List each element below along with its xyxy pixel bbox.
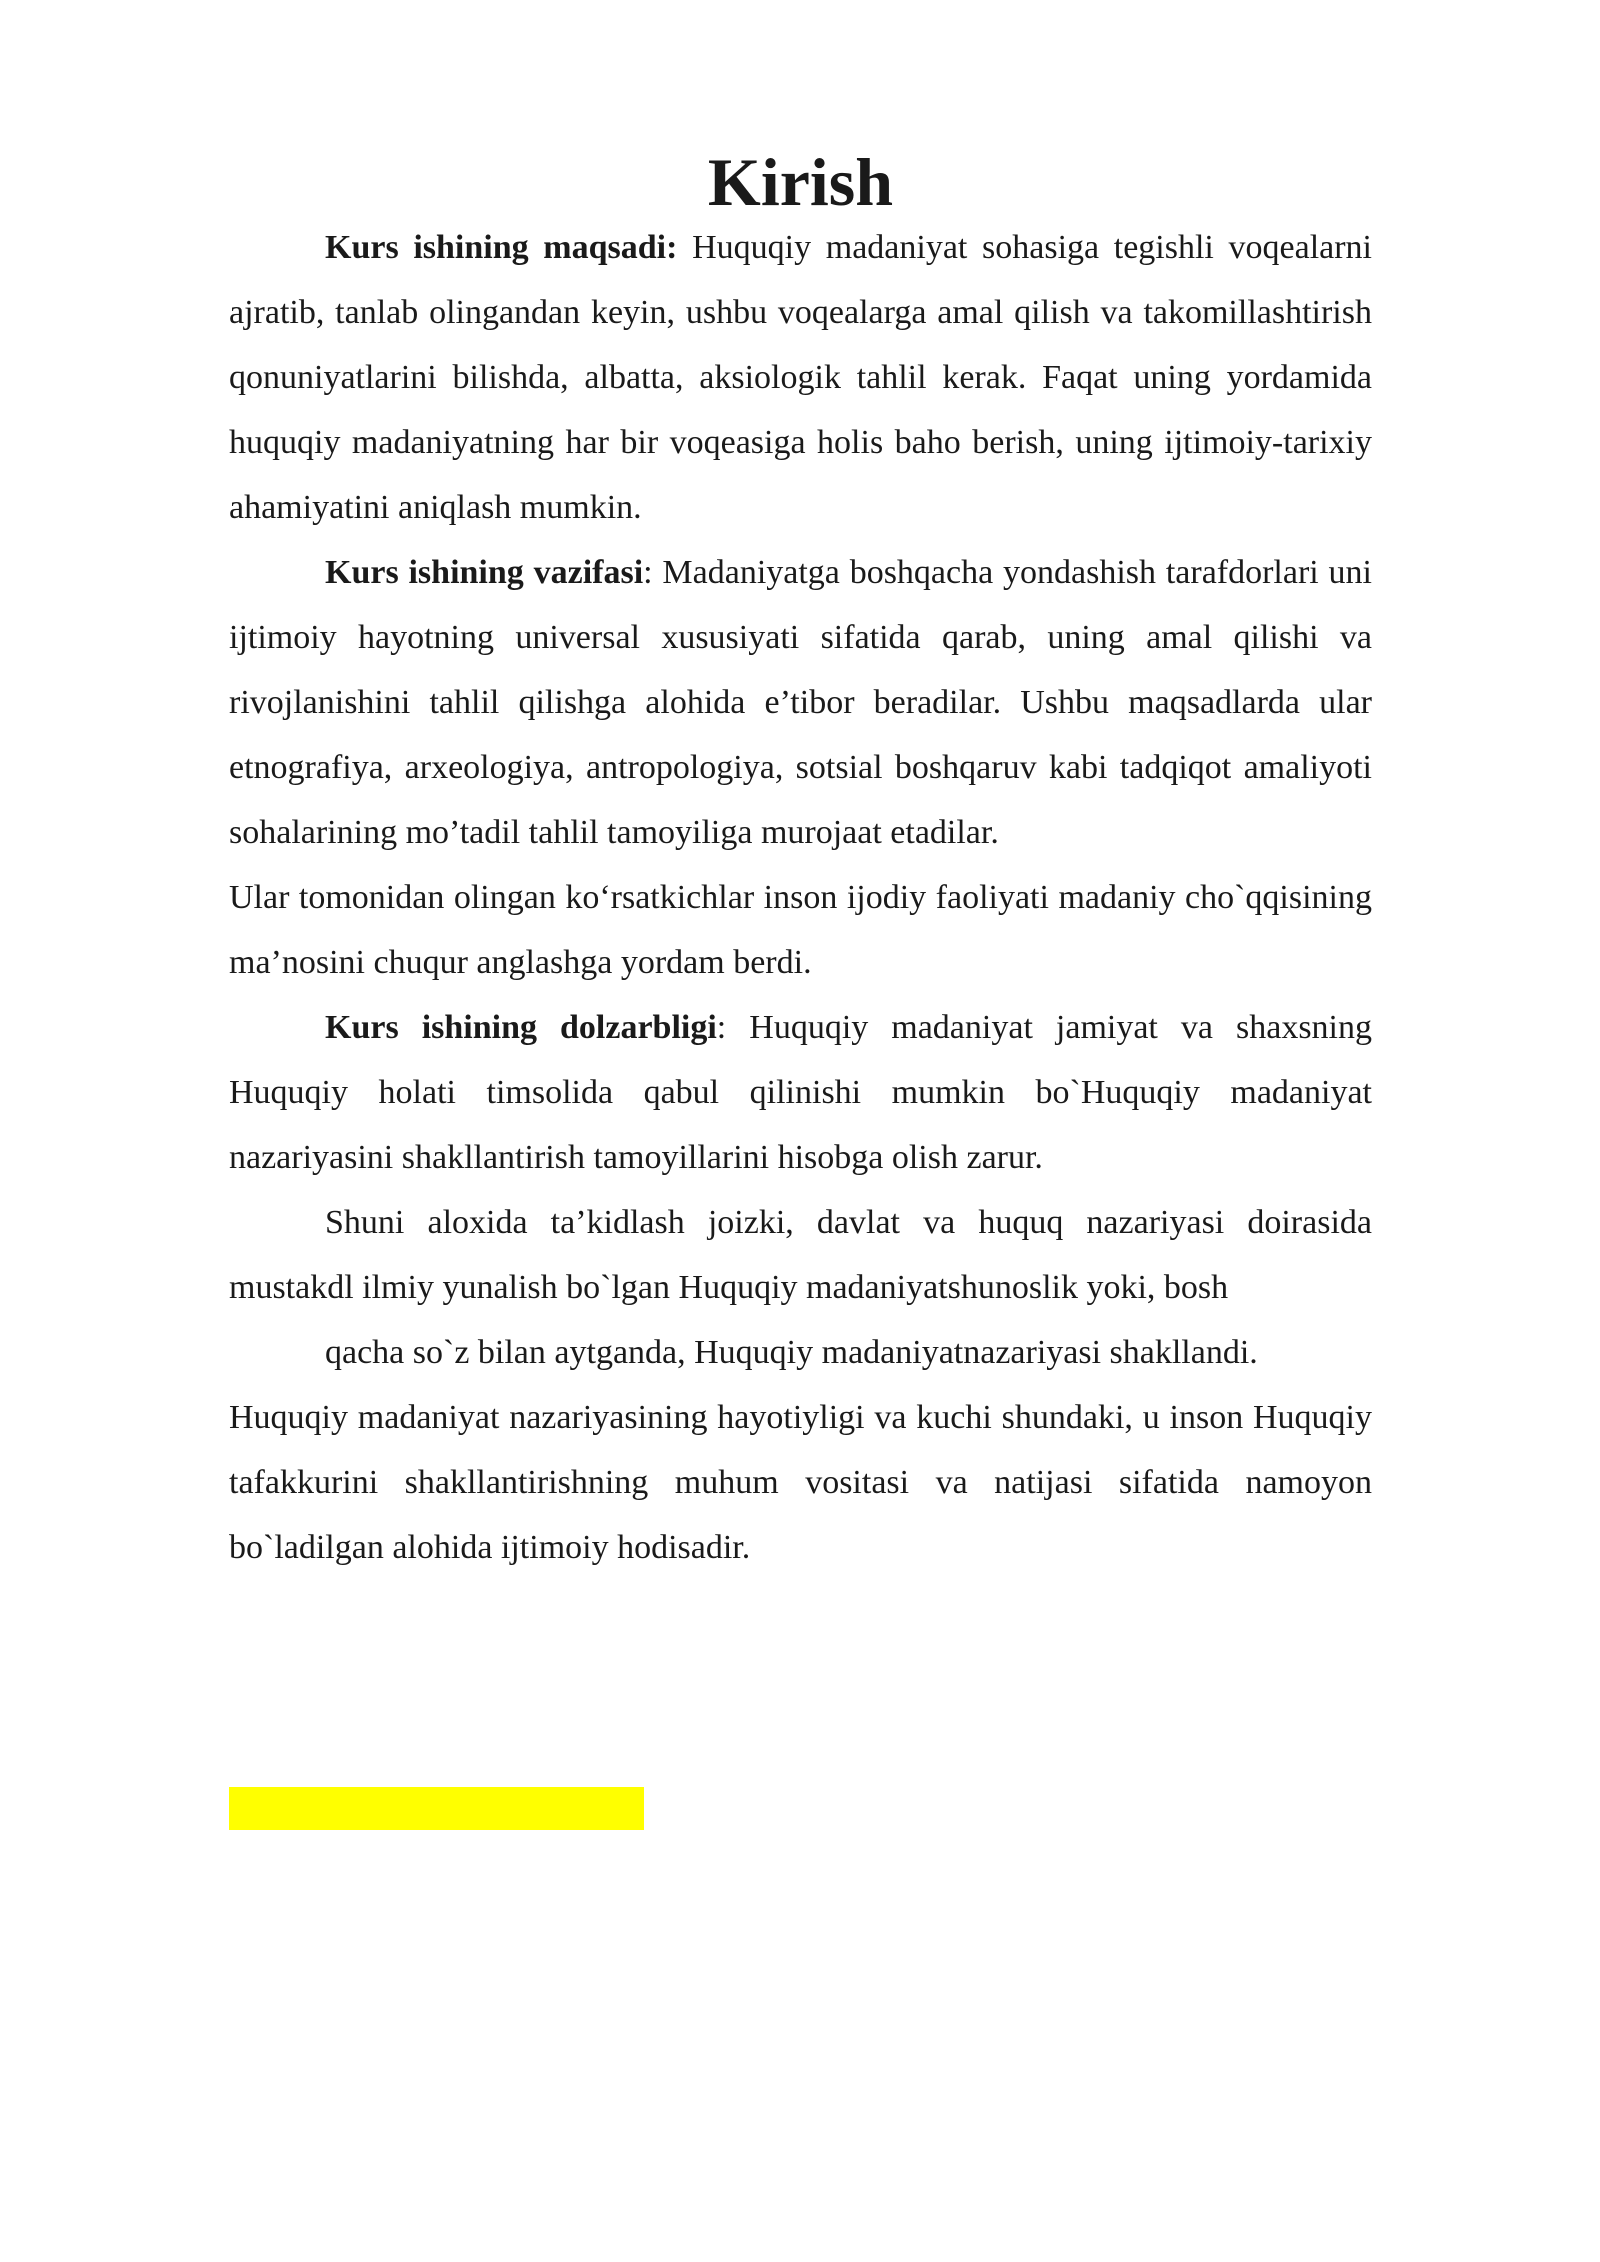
document-title: Kirish [707,144,894,220]
document-page [229,144,1373,1580]
paragraph-vazifa-label: Kurs ishining vazifasi [325,554,644,591]
paragraph-vazifa [229,540,1372,865]
paragraph-vazifa-text: : Madaniyatga boshqacha yondashish tarafdorlari uni ijtimoiy hayotning universal xususiyati sifatida qarab, uning amal qilishi va rivojlanishini tahlil qilishga alohida e’tibor beradilar. Ushbu maqsadlarda ular etnografiya, arxeologiya, antropologiya, sotsial boshqaruv kabi tadqiqot amaliyoti sohalarining mo’tadil tahlil tamoyiliga murojaat etadilar. [229,554,1372,851]
paragraph-maqsad-text: Huquqiy madaniyat sohasiga tegishli voqealarni ajratib, tanlab olingandan keyin, ushbu voqealarga amal qilish va takomillashtirish qonuniyatlarini bilishda, albatta, aksiologik tahlil kerak. Faqat uning yordamida huquqiy madaniyatning har bir voqeasiga holis baho berish, uning ijtimoiy-tarixiy ahamiyatini aniqlash mumkin. [229,229,1373,526]
paragraph-nazariya: Huquqiy madaniyat nazariyasining hayotiyligi va kuchi shundaki, u inson Huquqiy tafakkurini shakllantirishning muhum vositasi va natijasi sifatida namoyon bo`ladilgan alohida ijtimoiy hodisadir. [229,1399,1372,1566]
paragraph-shuni: Shuni aloxida ta’kidlash joizki, davlat va huquq nazariyasi doirasida mustakdl ilmiy yunalish bo`lgan Huquqiy madaniyatshunoslik yoki, bosh [229,1204,1372,1306]
paragraph-dolzarblik-text: : Huquqiy madaniyat jamiyat va shaxsning Huquqiy holati timsolida qabul qilinishi mumkin bo`Huquqiy madaniyat nazariyasini shakllantirish tamoyillarini hisobga olish zarur. [229,1009,1372,1176]
paragraph-ular: Ular tomonidan olingan ko‘rsatkichlar inson ijodiy faoliyati madaniy cho`qqisining ma’nosini chuqur anglashga yordam berdi. [229,879,1372,981]
paragraph-dolzarblik [229,995,1372,1190]
paragraph-maqsad [229,215,1372,540]
paragraph-qacha: qacha so`z bilan aytganda, Huquqiy madaniyatnazariyasi shakllandi. [325,1334,1258,1371]
paragraph-dolzarblik-label: Kurs ishining dolzarbligi [325,1009,717,1046]
paragraph-maqsad-label: Kurs ishining maqsadi: [325,229,678,266]
yellow-highlight-bar [229,1787,644,1830]
